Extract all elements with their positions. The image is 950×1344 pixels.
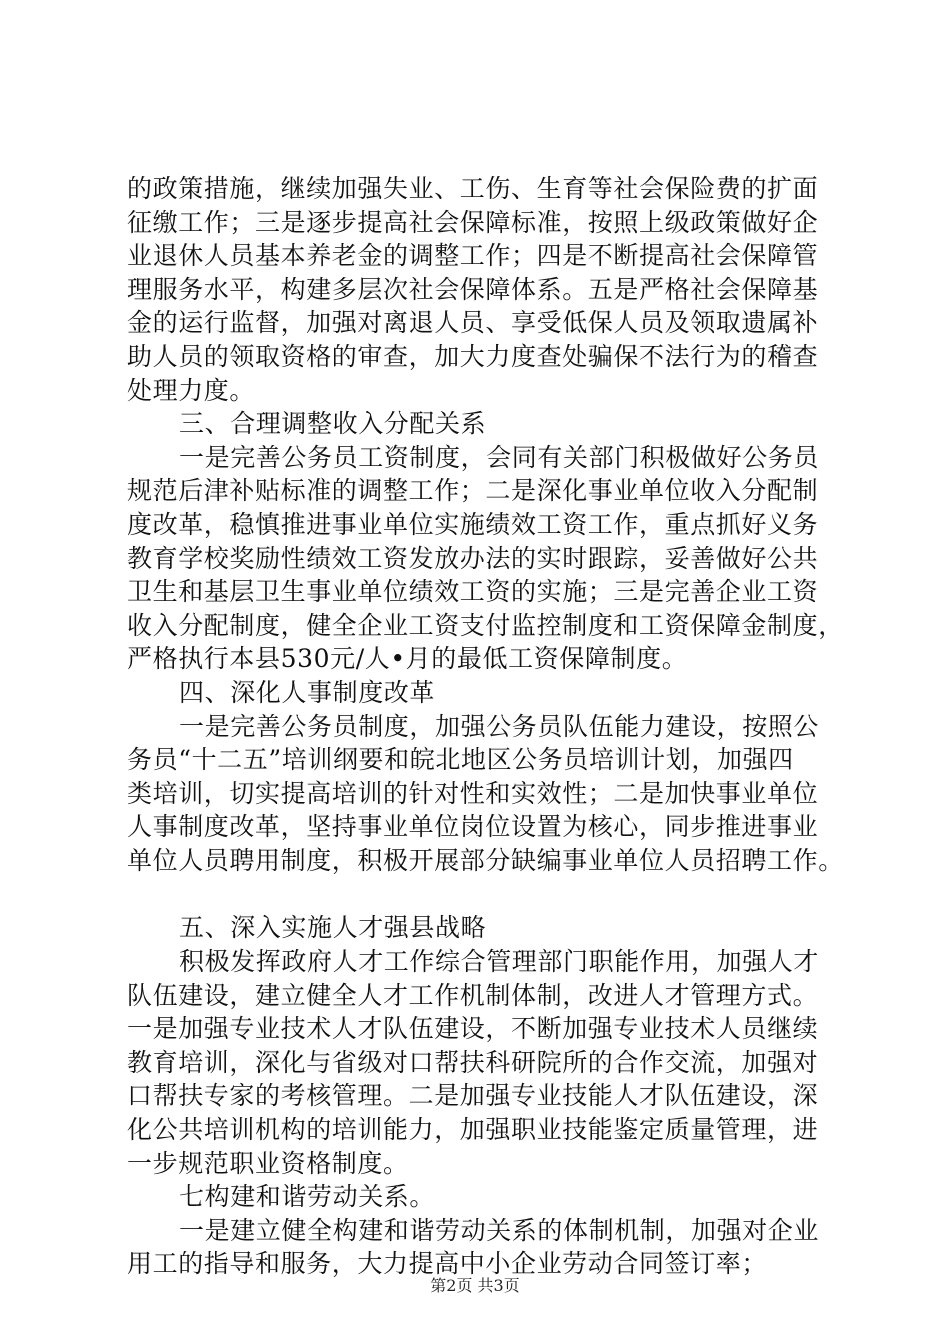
- body-line: 务员“十二五”培训纲要和皖北地区公务员培训计划，加强四: [127, 745, 794, 775]
- body-line: 教育培训，深化与省级对口帮扶科研院所的合作交流，加强对: [127, 1047, 819, 1077]
- body-line: 积极发挥政府人才工作综合管理部门职能作用，加强人才: [179, 947, 820, 977]
- body-line: 征缴工作；三是逐步提高社会保障标准，按照上级政策做好企: [127, 207, 819, 237]
- paragraph-gap: [127, 877, 847, 911]
- body-line: 人事制度改革，坚持事业单位岗位设置为核心，同步推进事业: [127, 812, 819, 842]
- section-heading: 三、合理调整收入分配关系: [179, 409, 487, 439]
- body-line: 教育学校奖励性绩效工资发放办法的实时跟踪，妥善做好公共: [127, 543, 819, 573]
- body-line: 卫生和基层卫生事业单位绩效工资的实施；三是完善企业工资: [127, 577, 819, 607]
- document-body: [127, 172, 847, 1281]
- body-line: 一是完善公务员制度，加强公务员队伍能力建设，按照公: [179, 711, 820, 741]
- body-line: 收入分配制度，健全企业工资支付监控制度和工资保障金制度，: [127, 610, 844, 640]
- body-line: 处理力度。: [127, 375, 256, 405]
- body-line: 类培训，切实提高培训的针对性和实效性；二是加快事业单位: [127, 778, 819, 808]
- body-line: 助人员的领取资格的审查，加大力度查处骗保不法行为的稽查: [127, 341, 819, 371]
- body-line: 单位人员聘用制度，积极开展部分缺编事业单位人员招聘工作。: [127, 845, 844, 875]
- section-heading: 五、深入实施人才强县战略: [179, 913, 487, 943]
- body-line: 队伍建设，建立健全人才工作机制体制，改进人才管理方式。: [127, 980, 819, 1010]
- body-line: 理服务水平，构建多层次社会保障体系。五是严格社会保障基: [127, 274, 819, 304]
- body-line: 用工的指导和服务，大力提高中小企业劳动合同签订率；: [127, 1249, 768, 1279]
- body-line: 规范后津补贴标准的调整工作；二是深化事业单位收入分配制: [127, 476, 819, 506]
- body-line: 业退休人员基本养老金的调整工作；四是不断提高社会保障管: [127, 241, 819, 271]
- body-line: 的政策措施，继续加强失业、工伤、生育等社会保险费的扩面: [127, 174, 819, 203]
- body-line: 金的运行监督，加强对离退人员、享受低保人员及领取遗属补: [127, 308, 819, 338]
- body-line: 严格执行本县530元/人•月的最低工资保障制度。: [127, 644, 688, 674]
- body-line: 化公共培训机构的培训能力，加强职业技能鉴定质量管理，进: [127, 1115, 819, 1145]
- page-footer: 第2页 共3页: [430, 1276, 520, 1295]
- section-heading: 七构建和谐劳动关系。: [179, 1182, 436, 1212]
- body-line: 一步规范职业资格制度。: [127, 1148, 409, 1178]
- body-line: 一是加强专业技术人才队伍建设，不断加强专业技术人员继续: [127, 1014, 819, 1044]
- body-line: 口帮扶专家的考核管理。二是加强专业技能人才队伍建设，深: [127, 1081, 819, 1111]
- body-line: 一是建立健全构建和谐劳动关系的体制机制，加强对企业: [179, 1215, 820, 1245]
- body-line: 度改革，稳慎推进事业单位实施绩效工资工作，重点抓好义务: [127, 509, 819, 539]
- section-heading: 四、深化人事制度改革: [179, 677, 436, 707]
- body-line: 一是完善公务员工资制度，会同有关部门积极做好公务员: [179, 442, 820, 472]
